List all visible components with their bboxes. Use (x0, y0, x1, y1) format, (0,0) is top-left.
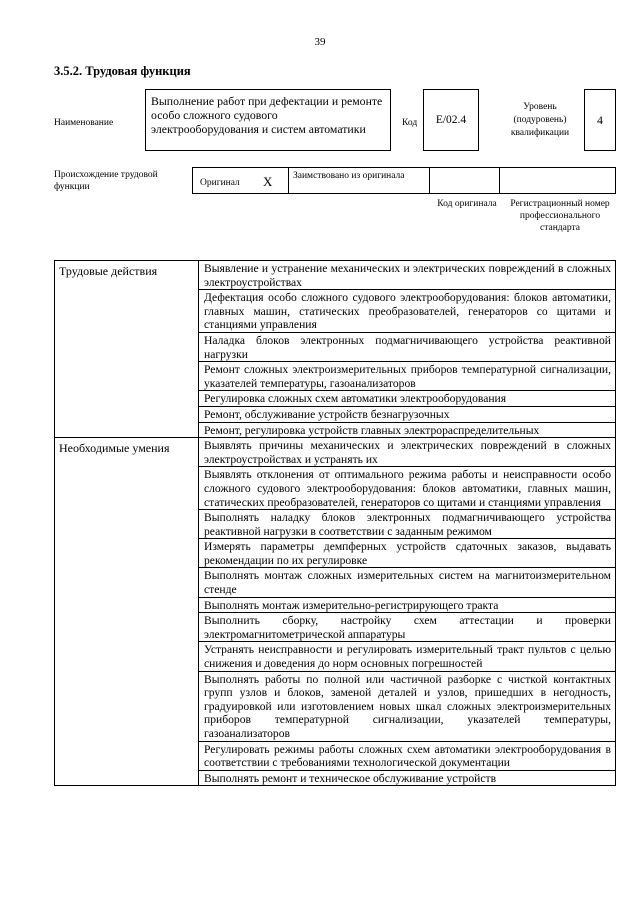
list-item: Выявлять отклонения от оптимального режима работы и неисправности особо сложного судового электрооборудования: блоков автоматики, главных машин, статических преобразователей, генераторов со щитами и станциями управления (199, 467, 616, 510)
list-item: Устранять неисправности и регулировать измерительный тракт пультов с целью снижения и доведения до норм основных погрешностей (199, 642, 616, 671)
table-row (55, 261, 616, 290)
code-box: E/02.4 (423, 89, 479, 151)
borrowed-cell: Заимствовано из оригинала (289, 168, 430, 193)
list-item: Выявлять причины механических и электрических повреждений в сложных электроустройствах и устранять их (199, 438, 616, 467)
list-item: Выполнять наладку блоков электронных подмагничивающего устройства реактивной нагрузки в соответствии с заданным режимом (199, 510, 616, 539)
list-item: Выполнять работы по полной или частичной разборке с чисткой контактных групп узлов и блоков, заменой деталей и узлов, пришедших в негодность, градуировкой или изготовлением новых шкал сложных электроизмерительных приборов температурной сигнализации, указателей температуры, газоанализаторов (199, 671, 616, 741)
original-label: Оригинал (200, 178, 240, 188)
list-item: Ремонт сложных электроизмерительных приборов температурной сигнализации, указателей температуры, газоанализаторов (199, 362, 616, 391)
list-item: Выполнять монтаж сложных измерительных систем на магнитоизмерительном стенде (199, 568, 616, 597)
original-cell (193, 168, 289, 193)
section-title: 3.5.2. Трудовая функция (54, 64, 191, 78)
code-original-label: Код оригинала (437, 199, 497, 209)
section-label: Необходимые умения (55, 438, 199, 786)
list-item: Дефектация особо сложного судового электрооборудования: блоков автоматики, главных машин, статических преобразователей, генераторов со щитами и станциями управления (199, 290, 616, 333)
level-label: Уровень (подуровень) квалификации (510, 102, 570, 138)
list-item: Измерять параметры демпферных устройств сдаточных заказов, выдавать рекомендации по их регулировке (199, 539, 616, 568)
list-item: Выявление и устранение механических и электрических повреждений в сложных электроустройствах (199, 261, 616, 290)
list-item: Ремонт, регулировка устройств главных электрораспределительных (199, 422, 616, 438)
section-label: Трудовые действия (55, 261, 199, 438)
list-item: Наладка блоков электронных подмагничивающего устройства реактивной нагрузки (199, 332, 616, 361)
list-item: Ремонт, обслуживание устройств безнагрузочных (199, 406, 616, 422)
function-table (54, 260, 616, 786)
level-box: 4 (584, 89, 616, 151)
page-number: 39 (314, 36, 326, 48)
code-original-cell (430, 168, 500, 193)
list-item: Регулировать режимы работы сложных схем автоматики электрооборудования в соответствии с требованиями технологической документации (199, 741, 616, 770)
origin-label: Происхождение трудовой функции (54, 170, 158, 192)
list-item: Выполнить сборку, настройку схем аттестации и проверки электромагнитометрической аппаратуры (199, 613, 616, 642)
list-item: Регулировка сложных схем автоматики электрооборудования (199, 391, 616, 407)
table-row (55, 438, 616, 467)
reg-number-label: Регистрационный номер профессионального стандарта (510, 199, 610, 233)
function-name-box: Выполнение работ при дефектации и ремонте особо сложного судового электрооборудования и систем автоматики (145, 89, 391, 151)
name-label: Наименование (54, 118, 114, 128)
list-item: Выполнять монтаж измерительно-регистрирующего тракта (199, 597, 616, 613)
reg-number-cell (500, 168, 615, 193)
list-item: Выполнять ремонт и техническое обслуживание устройств (199, 770, 616, 786)
original-mark: X (263, 174, 273, 189)
table-body (55, 261, 616, 786)
origin-row (192, 167, 616, 194)
code-label: Код (402, 118, 418, 128)
